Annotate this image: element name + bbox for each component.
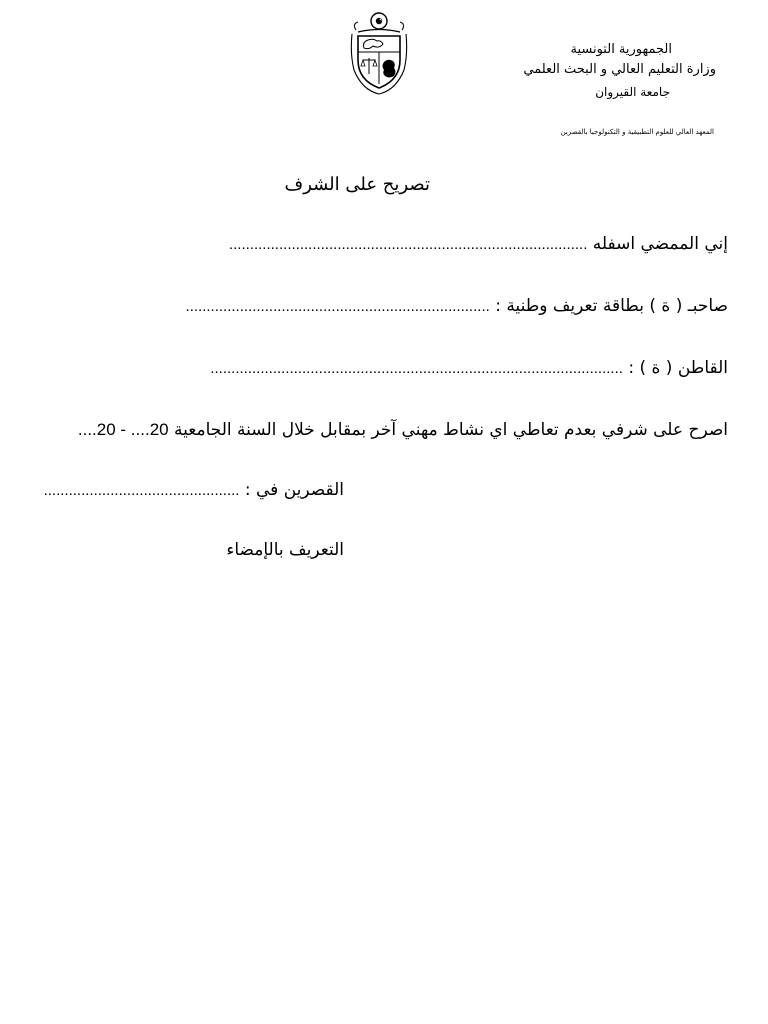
signatory-label: إني الممضي اسفله (592, 234, 728, 254)
line-place-date (44, 480, 344, 500)
id-card-label: صاحبـ ( ة ) بطاقة تعريف وطنية : (495, 296, 728, 316)
line-signatory (229, 234, 728, 254)
place-date-blank: ............................................... (43, 482, 240, 499)
residence-blank: ................................................................................................... (210, 360, 623, 377)
header-ministry: وزارة التعليم العالي و البحث العلمي (523, 62, 716, 77)
signature-label: التعريف بالإمضاء (226, 540, 344, 560)
page-title: تصريح على الشرف (284, 174, 430, 195)
line-residence (210, 358, 728, 378)
header-institute: المعهد العالي للعلوم التطبيقية و التكنولوجيا بالقصرين (560, 128, 714, 136)
declaration-text: اصرح على شرفي بعدم تعاطي اي نشاط مهني آخر بمقابل خلال السنة الجامعية (174, 420, 728, 440)
signatory-blank: ...................................................................................... (228, 236, 588, 253)
id-card-blank: ......................................................................... (185, 298, 490, 315)
header-university: جامعة القيروان (595, 85, 670, 99)
place-date-label: القصرين في : (244, 480, 344, 500)
academic-years: 20.... - 20.... (77, 420, 169, 439)
header-republic: الجمهورية التونسية (570, 42, 672, 57)
residence-label: القاطن ( ة ) : (628, 358, 728, 378)
line-declaration (78, 420, 728, 440)
line-id-card (186, 296, 728, 316)
tunisia-coat-of-arms-icon (344, 10, 414, 96)
